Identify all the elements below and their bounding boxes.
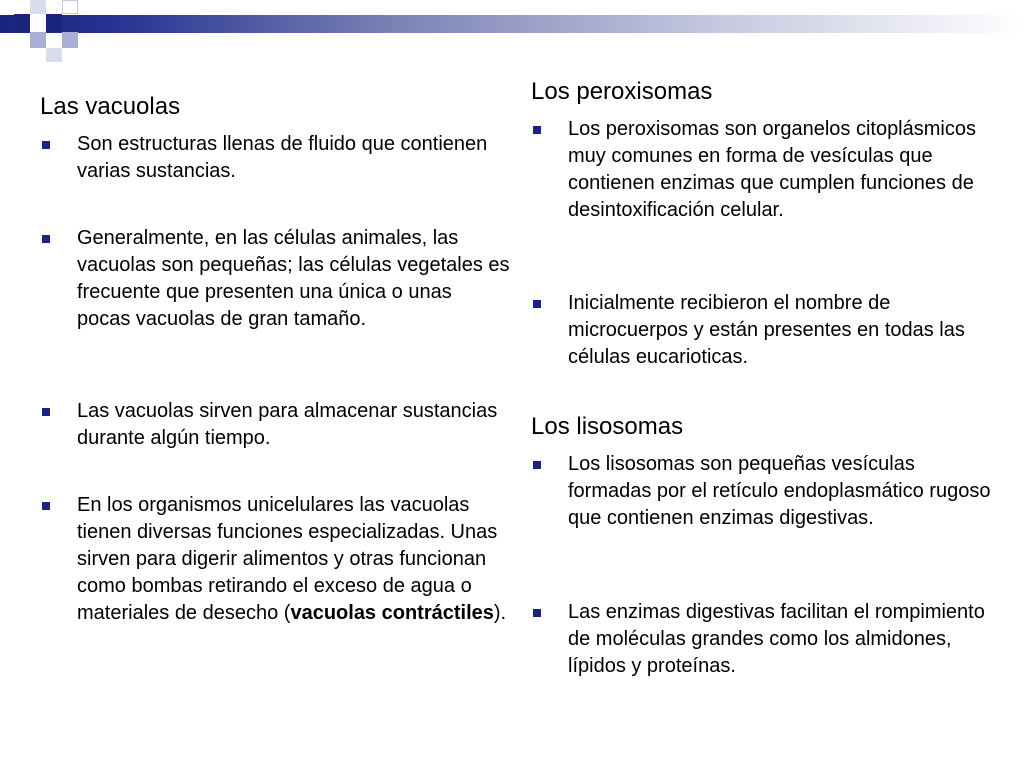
- square-bullet-icon: [42, 502, 50, 510]
- list-item: [40, 492, 510, 627]
- decor-square: [62, 32, 78, 48]
- square-bullet-icon: [533, 461, 541, 469]
- list-item: [40, 398, 510, 452]
- bold-term: vacuolas contráctiles: [290, 602, 494, 624]
- lisosomas-heading: Los lisosomas: [531, 413, 684, 440]
- list-item: [531, 290, 991, 371]
- list-item: [531, 451, 991, 532]
- square-bullet-icon: [533, 300, 541, 308]
- decor-square: [30, 0, 46, 14]
- bullet-text: Inicialmente recibieron el nombre de microcuerpos y están presentes en todas las células eucarioticas.: [568, 292, 965, 368]
- list-item: [531, 116, 991, 224]
- square-bullet-icon: [42, 141, 50, 149]
- bullet-text: Son estructuras llenas de fluido que contienen varias sustancias.: [77, 133, 488, 182]
- bullet-text: [77, 492, 510, 627]
- bullet-text: Generalmente, en las células animales, las vacuolas son pequeñas; las células vegetales es frecuente que presenten una única o unas pocas vacuolas de gran tamaño.: [77, 227, 510, 330]
- square-bullet-icon: [42, 408, 50, 416]
- decor-square: [62, 0, 78, 14]
- decor-square: [46, 48, 62, 62]
- bullet-text: Los peroxisomas son organelos citoplásmicos muy comunes en forma de vesículas que contienen enzimas que cumplen funciones de desintoxificación celular.: [568, 118, 976, 221]
- list-item: [531, 599, 991, 680]
- square-bullet-icon: [533, 126, 541, 134]
- bullet-text: Las enzimas digestivas facilitan el rompimiento de moléculas grandes como los almidones, lípidos y proteínas.: [568, 601, 985, 677]
- decor-square: [30, 14, 46, 32]
- square-bullet-icon: [533, 609, 541, 617]
- decor-square: [0, 0, 14, 14]
- bullet-text: Las vacuolas sirven para almacenar sustancias durante algún tiempo.: [77, 400, 498, 449]
- decor-square: [30, 32, 46, 48]
- square-bullet-icon: [42, 235, 50, 243]
- peroxisomas-heading: Los peroxisomas: [531, 78, 713, 105]
- bullet-text-end: ).: [493, 602, 507, 624]
- decor-square: [14, 14, 30, 32]
- bullet-text: Los lisosomas son pequeñas vesículas formadas por el retículo endoplasmático rugoso que contienen enzimas digestivas.: [568, 453, 991, 529]
- decor-square: [46, 14, 62, 32]
- vacuolas-heading: Las vacuolas: [40, 93, 181, 120]
- list-item: [40, 225, 510, 333]
- list-item: [40, 131, 510, 185]
- header-gradient-bar: [0, 15, 1024, 33]
- bullet-text-part: En los organismos unicelulares las vacuolas tienen diversas funciones especializadas. Unas sirven para digerir alimentos y otras funcionan como bombas retirando el exceso de agua o materiales de desecho (: [77, 494, 498, 624]
